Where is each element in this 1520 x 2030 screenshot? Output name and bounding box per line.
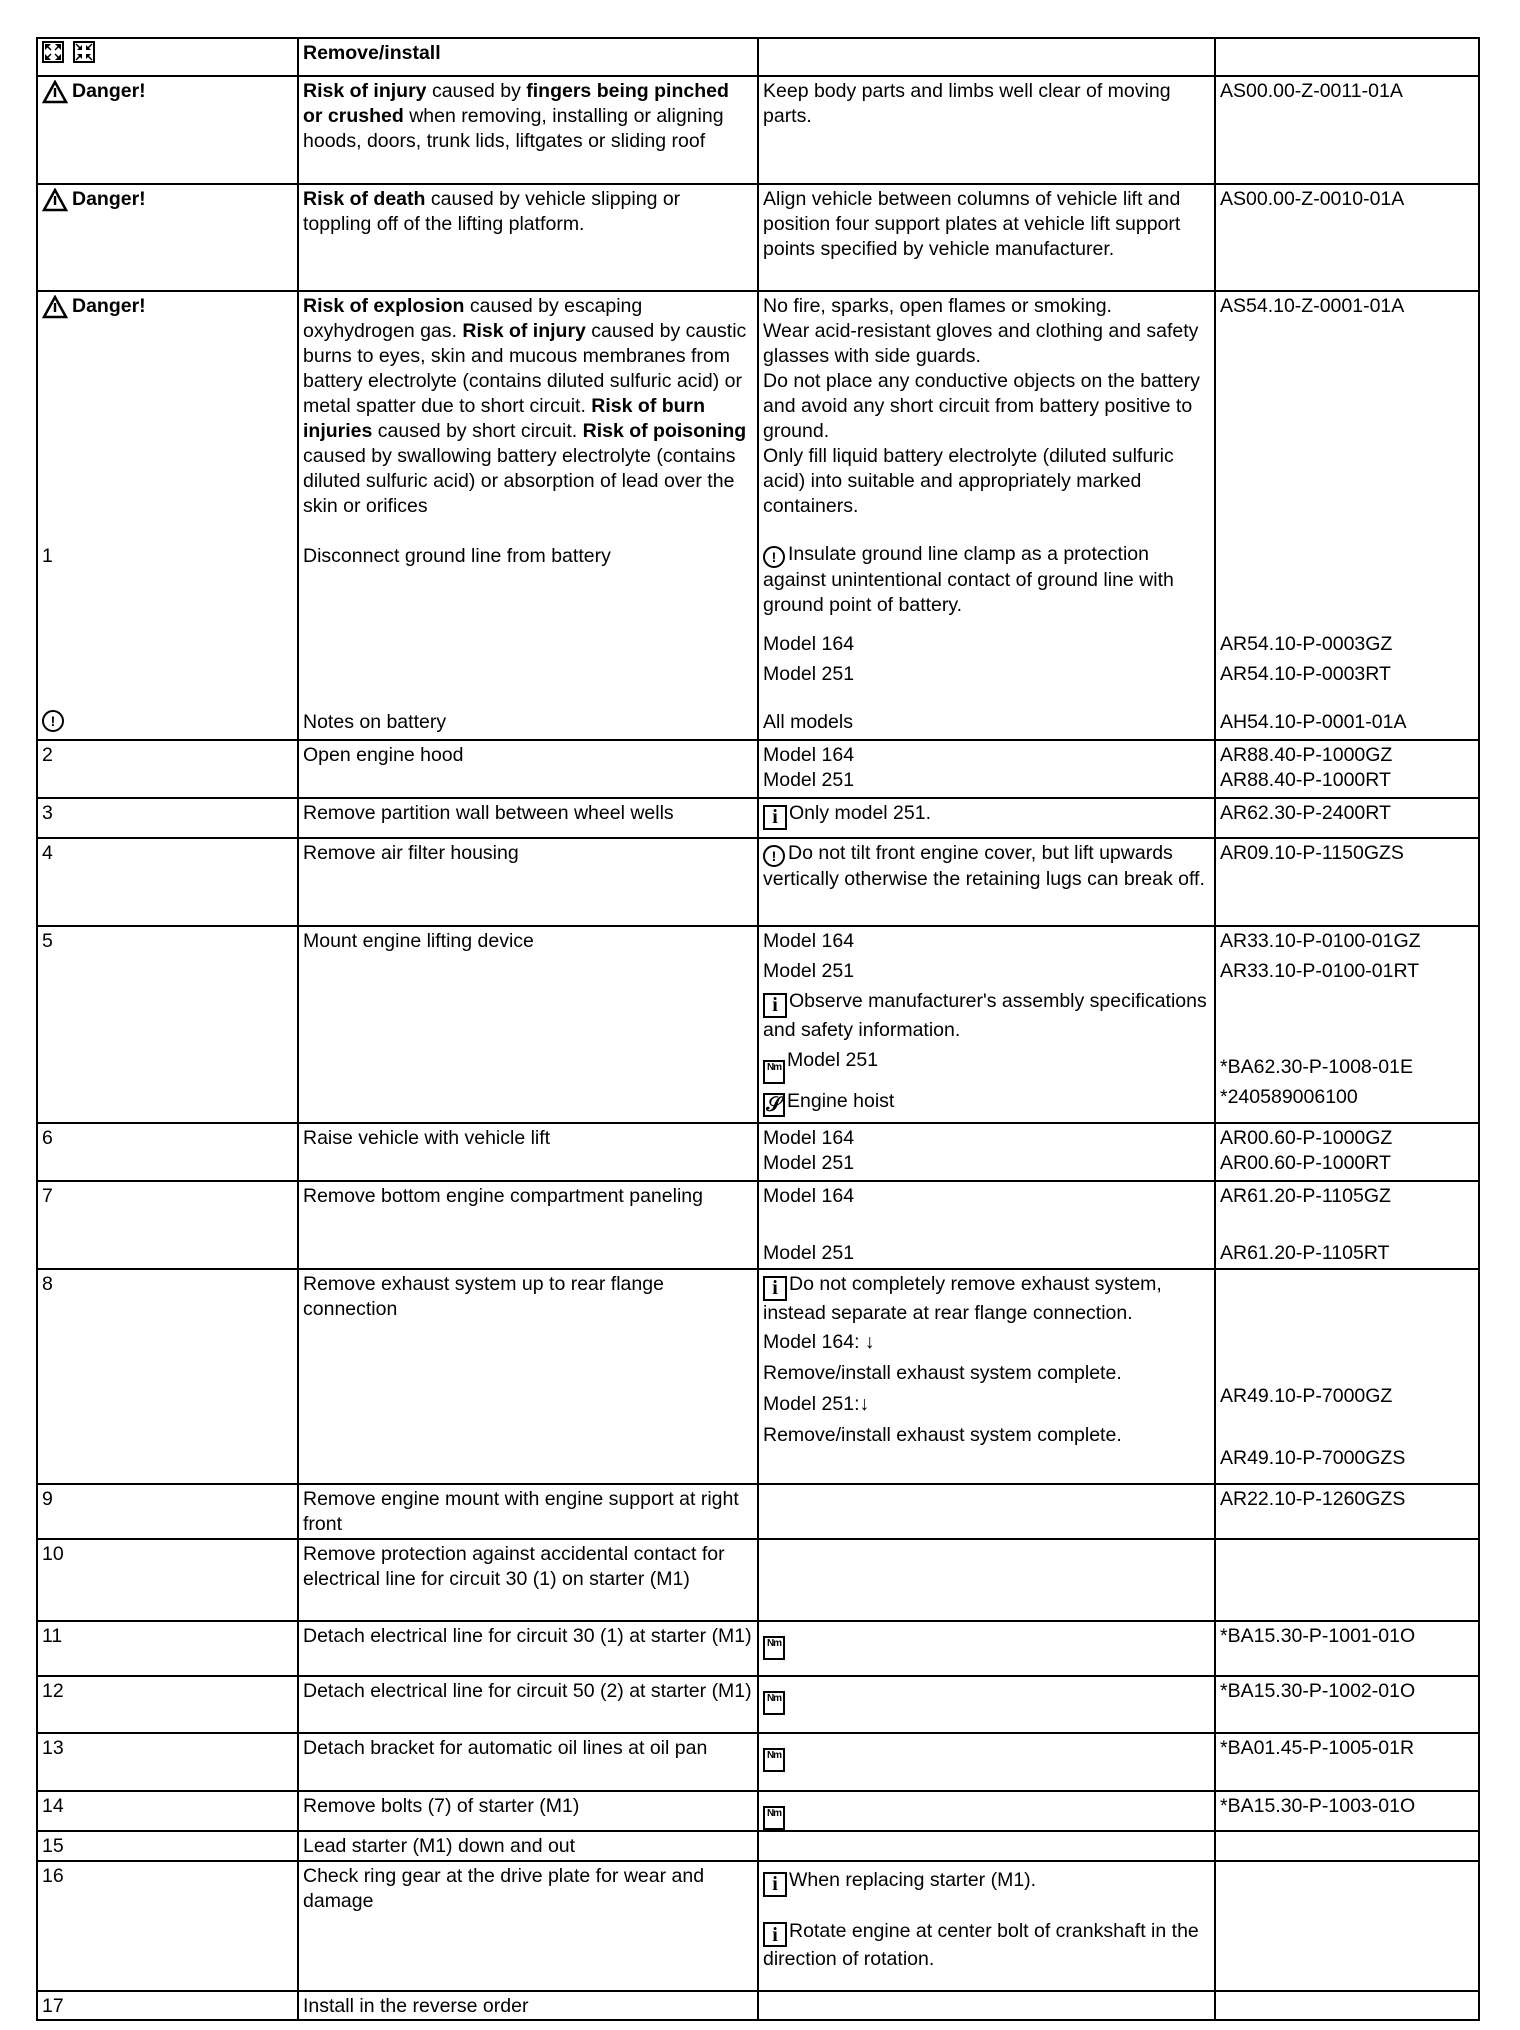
step-row — [37, 1991, 1479, 2020]
doc-ref-link[interactable]: *BA15.30-P-1002-01O — [1215, 1676, 1479, 1733]
notes-on-battery-text: Notes on battery — [303, 711, 447, 733]
doc-ref-link[interactable]: AR88.40-P-1000GZ — [1220, 744, 1393, 766]
procedure-table — [36, 37, 1480, 2021]
step-row — [37, 1181, 1479, 1269]
doc-ref-link[interactable]: *BA15.30-P-1003-01O — [1215, 1791, 1479, 1831]
safety-measure-line: Only fill liquid battery electrolyte (diluted sulfuric acid) into suitable and appropriately marked containers. — [763, 445, 1174, 517]
warning-triangle-icon — [42, 80, 68, 104]
tool-icon: 𝒮 — [763, 1093, 785, 1117]
model-label: Model 164 — [763, 744, 855, 766]
doc-ref-link[interactable]: AR00.60-P-1000RT — [1220, 1152, 1391, 1174]
step-text: Remove bolts (7) of starter (M1) — [298, 1791, 758, 1831]
doc-ref-link[interactable]: AS00.00-Z-0010-01A — [1215, 184, 1479, 291]
doc-ref-link[interactable]: AR54.10-P-0003GZ — [1220, 633, 1393, 655]
step-number: 17 — [37, 1991, 298, 2020]
header-col4 — [1215, 38, 1479, 76]
empty-cell — [1215, 1539, 1479, 1621]
step-text: Detach electrical line for circuit 30 (1) at starter (M1) — [298, 1621, 758, 1676]
info-icon: i — [763, 1922, 787, 1947]
torque-icon: Nm — [763, 1806, 785, 1830]
step-row — [37, 1831, 1479, 1861]
doc-ref-link[interactable]: *BA62.30-P-1008-01E — [1220, 1056, 1413, 1078]
empty-cell — [758, 1831, 1215, 1861]
step-row — [37, 1791, 1479, 1831]
doc-ref-link[interactable]: AR49.10-P-7000GZ — [1220, 1385, 1393, 1407]
collapse-icon[interactable] — [73, 41, 95, 63]
step-text: Remove bottom engine compartment paneling — [298, 1181, 758, 1269]
doc-ref-link[interactable]: AR33.10-P-0100-01GZ — [1220, 930, 1421, 952]
info-note: i Rotate engine at center bolt of crankshaft in the direction of rotation. — [763, 1919, 1199, 1970]
doc-ref-link[interactable]: *BA15.30-P-1001-01O — [1215, 1621, 1479, 1676]
step-number: 3 — [37, 798, 298, 838]
doc-ref-link[interactable]: AS54.10-Z-0001-01A — [1220, 295, 1405, 317]
danger-label: Danger! — [42, 187, 146, 212]
doc-ref-link[interactable]: AS00.00-Z-0011-01A — [1215, 76, 1479, 184]
arrow-down-icon: ↓ — [859, 1392, 870, 1415]
safety-measure-line: Do not place any conductive objects on the battery and avoid any short circuit from battery positive to ground. — [763, 370, 1200, 442]
procedure-document — [36, 37, 1478, 2021]
step-text: Remove partition wall between wheel wells — [298, 798, 758, 838]
doc-ref-link[interactable]: AR54.10-P-0003RT — [1220, 663, 1391, 685]
torque-icon: Nm — [763, 1748, 785, 1772]
info-icon: i — [763, 805, 787, 830]
empty-cell — [758, 1484, 1215, 1539]
empty-cell — [758, 1539, 1215, 1621]
model-label: Model 251 — [763, 960, 855, 982]
doc-ref-link[interactable]: AR22.10-P-1260GZS — [1215, 1484, 1479, 1539]
model-label: Model 164 — [763, 1185, 855, 1207]
expand-icon[interactable] — [42, 41, 64, 63]
step-number: 4 — [37, 838, 298, 926]
step-text: Raise vehicle with vehicle lift — [298, 1123, 758, 1181]
doc-ref-link[interactable]: AR33.10-P-0100-01RT — [1220, 960, 1420, 982]
note-icon: ! — [42, 710, 64, 732]
model-label: All models — [763, 711, 853, 733]
empty-cell — [758, 1991, 1215, 2020]
step-row — [37, 798, 1479, 838]
info-icon: i — [763, 1276, 787, 1301]
step-number: 5 — [37, 926, 298, 1123]
step-row — [37, 1676, 1479, 1733]
model-label: Model 251 — [763, 663, 855, 685]
step-text: Check ring gear at the drive plate for wear and damage — [298, 1861, 758, 1991]
note-icon: ! — [763, 845, 785, 867]
doc-ref-link[interactable]: AR88.40-P-1000RT — [1220, 769, 1391, 791]
model-label: Model 164 — [763, 1127, 855, 1149]
step-text: Remove air filter housing — [298, 838, 758, 926]
note-icon: ! — [763, 546, 785, 568]
action-text: Remove/install exhaust system complete. — [763, 1361, 1122, 1384]
safety-measure: Keep body parts and limbs well clear of moving parts. — [758, 76, 1215, 184]
model-label: Model 164 — [763, 930, 855, 952]
step-text: Detach electrical line for circuit 50 (2) at starter (M1) — [298, 1676, 758, 1733]
info-icon: i — [763, 1872, 787, 1897]
step-text: Install in the reverse order — [298, 1991, 758, 2020]
doc-ref-link[interactable]: AR09.10-P-1150GZS — [1215, 838, 1479, 926]
warning-triangle-icon — [42, 188, 68, 212]
step-text: Remove exhaust system up to rear flange connection — [298, 1269, 758, 1484]
note-text: Do not tilt front engine cover, but lift upwards vertically otherwise the retaining lugs can break off. — [763, 842, 1205, 890]
step-row — [37, 1733, 1479, 1791]
tool-number-link[interactable]: *240589006100 — [1220, 1086, 1358, 1108]
step-number: 9 — [37, 1484, 298, 1539]
empty-cell — [1215, 1861, 1479, 1991]
arrow-down-icon: ↓ — [864, 1330, 875, 1353]
safety-measure-line: Wear acid-resistant gloves and clothing and safety glasses with side guards. — [763, 320, 1199, 367]
model-label: Model 251 — [763, 1242, 855, 1264]
doc-ref-link[interactable]: AR61.20-P-1105RT — [1220, 1242, 1390, 1264]
step-number: 7 — [37, 1181, 298, 1269]
doc-ref-link[interactable]: AR61.20-P-1105GZ — [1220, 1185, 1391, 1207]
step-number: 11 — [37, 1621, 298, 1676]
model-label: Model 251 — [763, 769, 855, 791]
step-number: 12 — [37, 1676, 298, 1733]
step-row — [37, 740, 1479, 798]
step-number: 1 — [42, 545, 53, 567]
doc-ref-link[interactable]: *BA01.45-P-1005-01R — [1215, 1733, 1479, 1791]
header-icons-cell — [37, 38, 298, 76]
step-number: 8 — [37, 1269, 298, 1484]
danger-label: Danger! — [42, 294, 146, 319]
step-text: Disconnect ground line from battery — [303, 545, 611, 567]
safety-measure-line: No fire, sparks, open flames or smoking. — [763, 295, 1112, 317]
step-row — [37, 1861, 1479, 1991]
step-number: 13 — [37, 1733, 298, 1791]
step-row — [37, 1621, 1479, 1676]
empty-cell — [1215, 1831, 1479, 1861]
risk-description: Risk of death caused by vehicle slipping or toppling off of the lifting platform. — [298, 184, 758, 291]
model-label: Model 164: ↓ — [763, 1330, 875, 1353]
info-icon: i — [763, 993, 787, 1018]
step-number: 2 — [37, 740, 298, 798]
empty-cell — [1215, 1991, 1479, 2020]
doc-ref-link[interactable]: AR62.30-P-2400RT — [1215, 798, 1479, 838]
step-text: Remove protection against accidental contact for electrical line for circuit 30 (1) on starter (M1) — [298, 1539, 758, 1621]
torque-spec: Nm Model 251 — [763, 1048, 1210, 1084]
risk-description: Risk of explosion caused by escaping oxyhydrogen gas. Risk of injury caused by caustic burns to eyes, skin and mucous membranes from battery electrolyte (contains diluted sulfuric acid) or metal spatter due to short circuit. Risk of burn injuries caused by short circuit. Risk of poisoning caused by swallowing battery electrolyte (contains diluted sulfuric acid) or absorption of lead over the skin or orifices — [303, 295, 747, 517]
info-note: i When replacing starter (M1). — [763, 1868, 1210, 1897]
step-row — [37, 838, 1479, 926]
info-note: i Do not completely remove exhaust system, instead separate at rear flange connection. — [763, 1273, 1162, 1324]
danger-row — [37, 76, 1479, 184]
step-row — [37, 1484, 1479, 1539]
model-label: Model 251:↓ — [763, 1392, 870, 1415]
step-row — [37, 1269, 1479, 1484]
step-text: Mount engine lifting device — [298, 926, 758, 1123]
risk-description: Risk of injury caused by fingers being pinched or crushed when removing, installing or aligning hoods, doors, trunk lids, liftgates or sliding roof — [298, 76, 758, 184]
step-row — [37, 926, 1479, 1123]
step-number: 6 — [37, 1123, 298, 1181]
step-number: 14 — [37, 1791, 298, 1831]
danger-label: Danger! — [42, 79, 146, 104]
danger-step1-block — [37, 291, 1479, 740]
torque-icon: Nm — [763, 1636, 785, 1660]
step-number: 10 — [37, 1539, 298, 1621]
step-text: Lead starter (M1) down and out — [298, 1831, 758, 1861]
doc-ref-link[interactable]: AR00.60-P-1000GZ — [1220, 1127, 1393, 1149]
model-label: Model 164 — [763, 633, 855, 655]
step-number: 16 — [37, 1861, 298, 1991]
action-text: Remove/install exhaust system complete. — [763, 1423, 1122, 1446]
section-title: Remove/install — [303, 42, 441, 64]
doc-ref-link[interactable]: AR49.10-P-7000GZS — [1220, 1447, 1406, 1469]
doc-ref-link[interactable]: AH54.10-P-0001-01A — [1220, 711, 1407, 733]
step-row — [37, 1123, 1479, 1181]
special-tool: 𝒮 Engine hoist — [763, 1089, 1210, 1118]
step-text: Open engine hood — [298, 740, 758, 798]
danger-row — [37, 184, 1479, 291]
safety-measure: Align vehicle between columns of vehicle lift and position four support plates at vehicle lift support points specified by vehicle manufacturer. — [758, 184, 1215, 291]
step-note: ! Insulate ground line clamp as a protection against unintentional contact of ground line with ground point of battery. — [763, 543, 1174, 616]
info-text: Only model 251. — [789, 802, 931, 824]
model-label: Model 251 — [763, 1152, 855, 1174]
header-col3 — [758, 38, 1215, 76]
step-number: 15 — [37, 1831, 298, 1861]
step-text: Detach bracket for automatic oil lines at oil pan — [298, 1733, 758, 1791]
torque-icon: Nm — [763, 1060, 785, 1084]
table-header-row — [37, 38, 1479, 76]
step-row — [37, 1539, 1479, 1621]
step-text: Remove engine mount with engine support at right front — [298, 1484, 758, 1539]
info-note: i Observe manufacturer's assembly specifications and safety information. — [763, 990, 1207, 1041]
torque-icon: Nm — [763, 1691, 785, 1715]
warning-triangle-icon — [42, 295, 68, 319]
